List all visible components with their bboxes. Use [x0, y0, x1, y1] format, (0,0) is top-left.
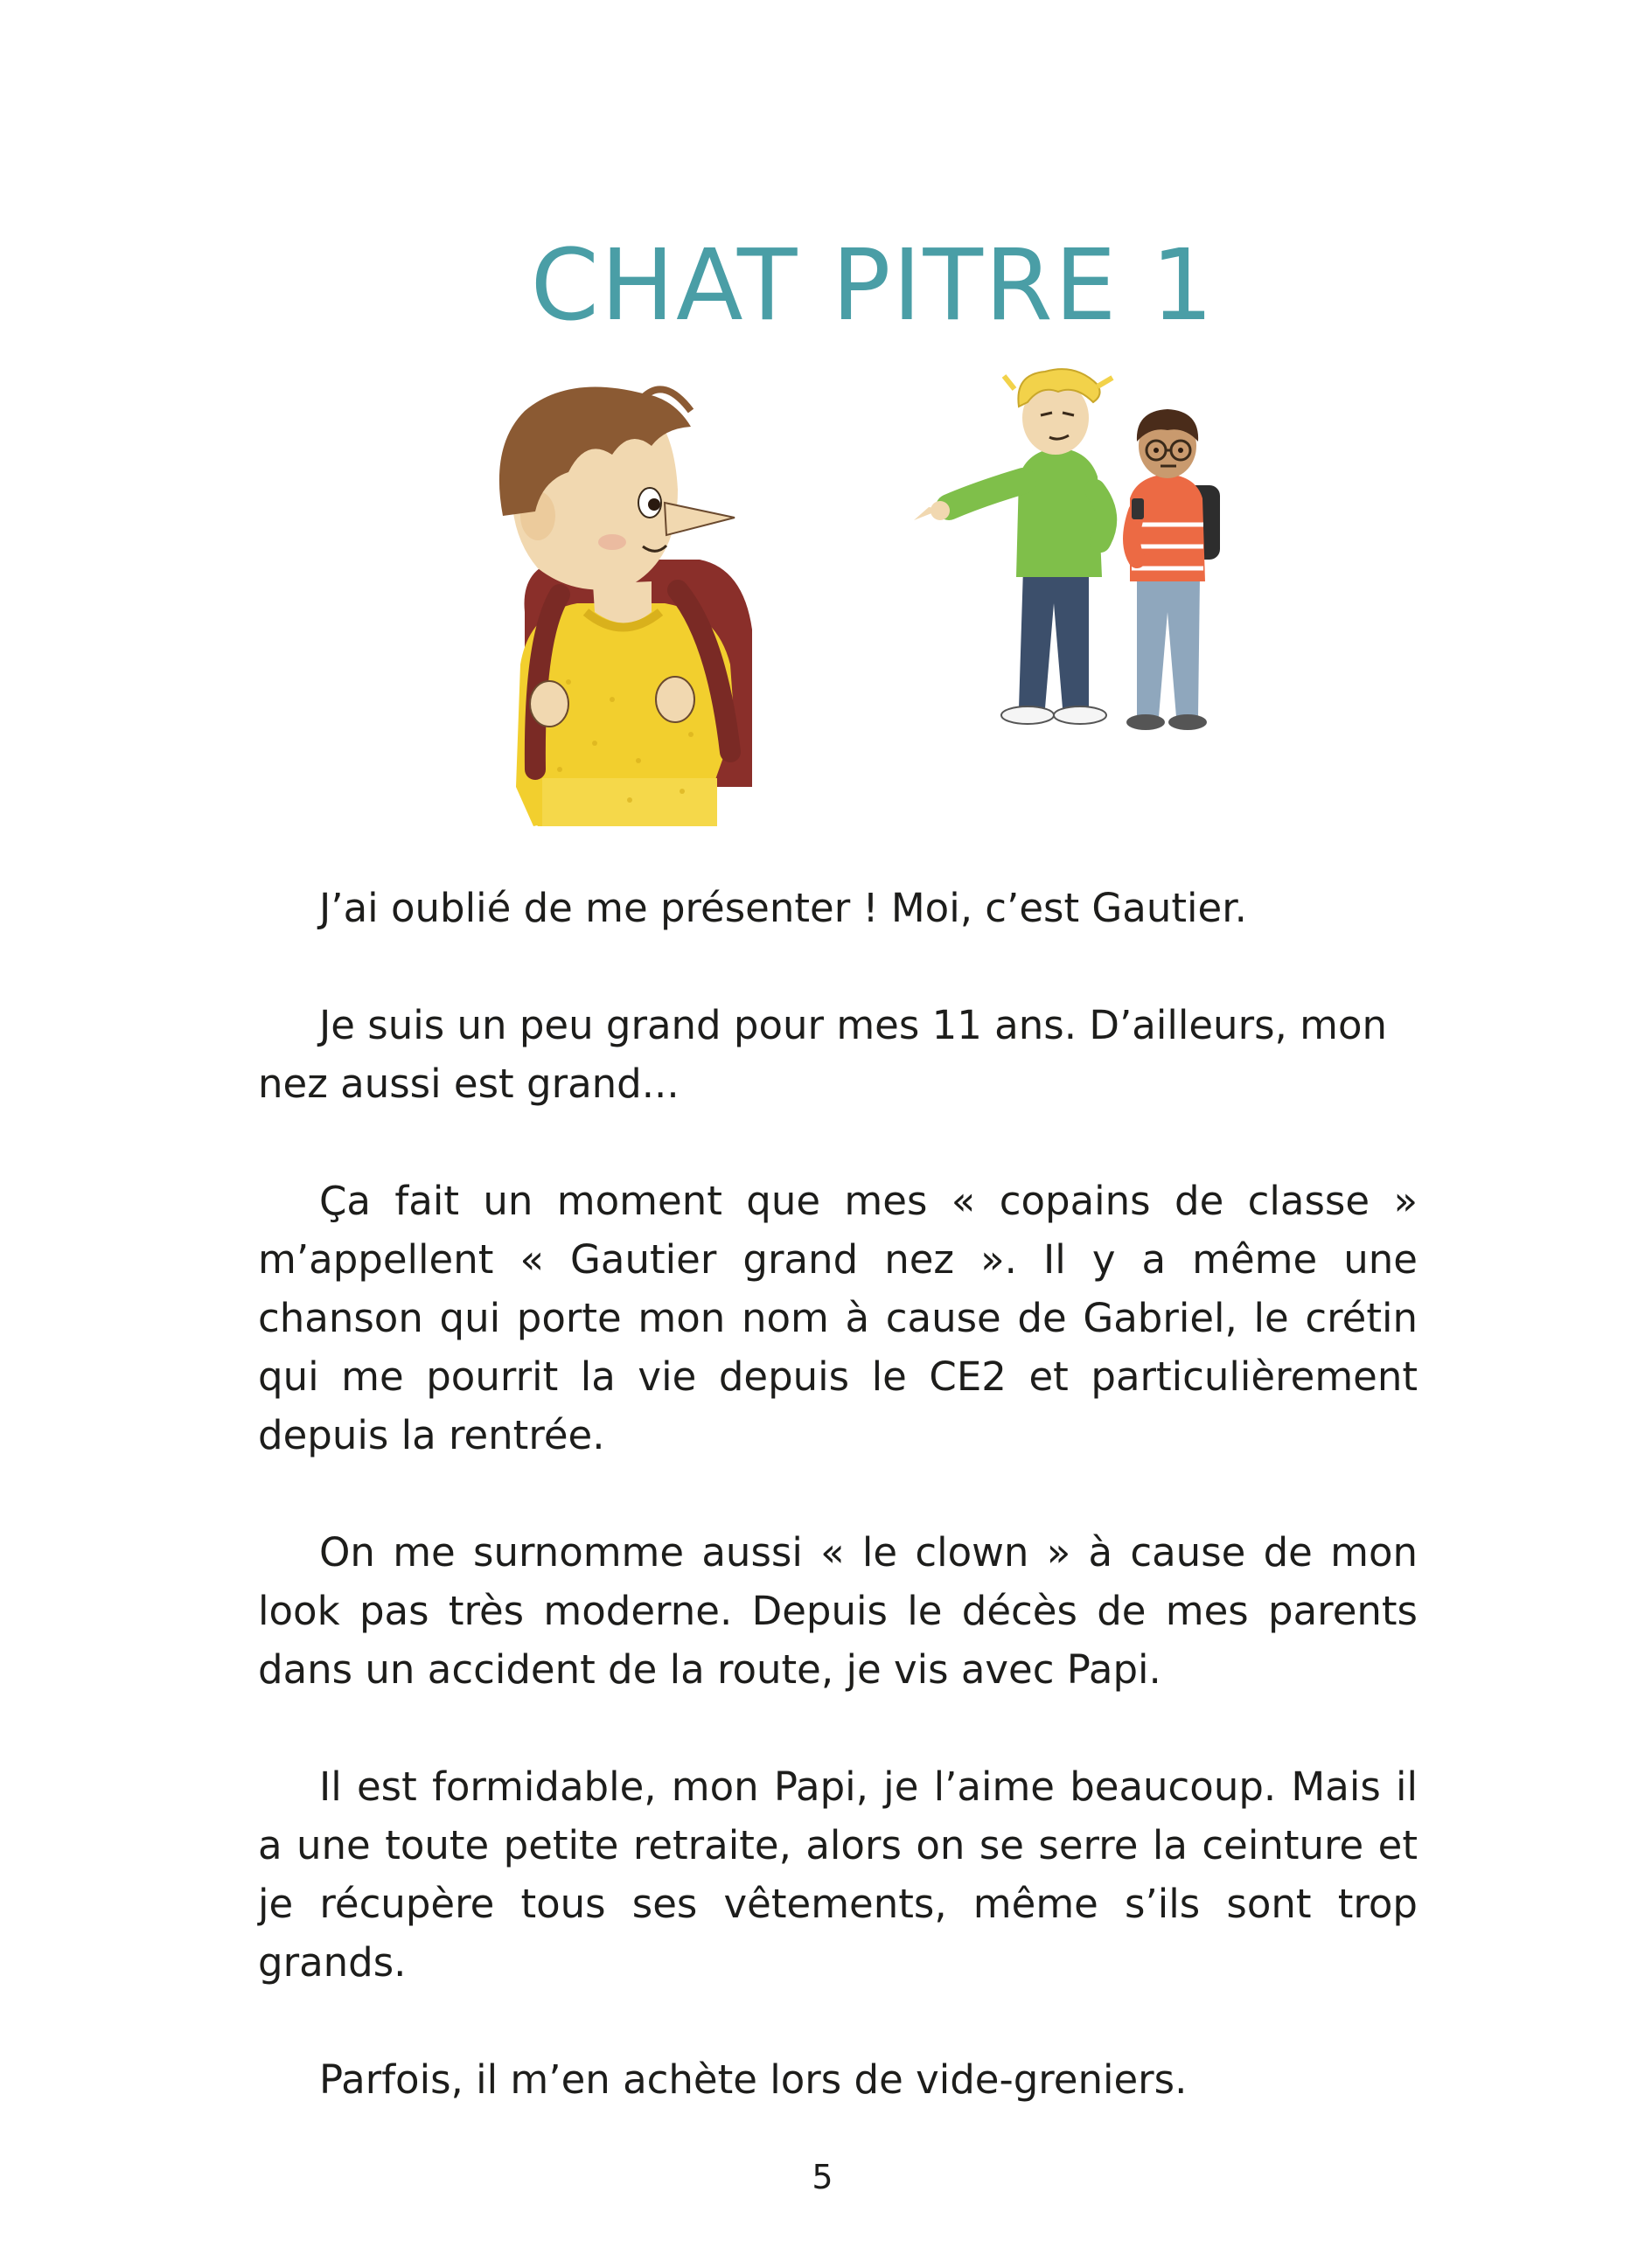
- chapter-title: CHAT PITRE 1: [530, 229, 1216, 343]
- paragraph: Ça fait un moment que mes « copains de classe » m’appellent « Gautier grand nez ». Il y a même une chanson qui porte mon nom à cause de Gabriel, le crétin qui me pourrit la vie depuis le CE2 et particulièrement depuis la rentrée.: [258, 1178, 1418, 1458]
- chapter-illustration: [0, 0, 1645, 874]
- boy-with-backpack-illustration: [499, 386, 752, 826]
- paragraph: Je suis un peu grand pour mes 11 ans. D’ailleurs, mon nez aussi est grand...: [258, 1002, 1388, 1107]
- paragraph: J’ai oublié de me présenter ! Moi, c’est Gautier.: [319, 885, 1247, 931]
- two-boys-pointing-illustration: [914, 369, 1220, 730]
- paragraph: On me surnomme aussi « le clown » à cause de mon look pas très moderne. Depuis le décès de mes parents dans un accident de la route, je vis avec Papi.: [258, 1529, 1418, 1693]
- paragraph: Il est formidable, mon Papi, je l’aime beaucoup. Mais il a une toute petite retraite, alors on se serre la ceinture et je récupère tous ses vêtements, même s’ils sont trop grands.: [258, 1764, 1418, 1986]
- chapter-body-text: [258, 879, 1418, 2167]
- page-number: 5: [812, 2158, 833, 2196]
- paragraph: Parfois, il m’en achète lors de vide-greniers.: [319, 2056, 1188, 2103]
